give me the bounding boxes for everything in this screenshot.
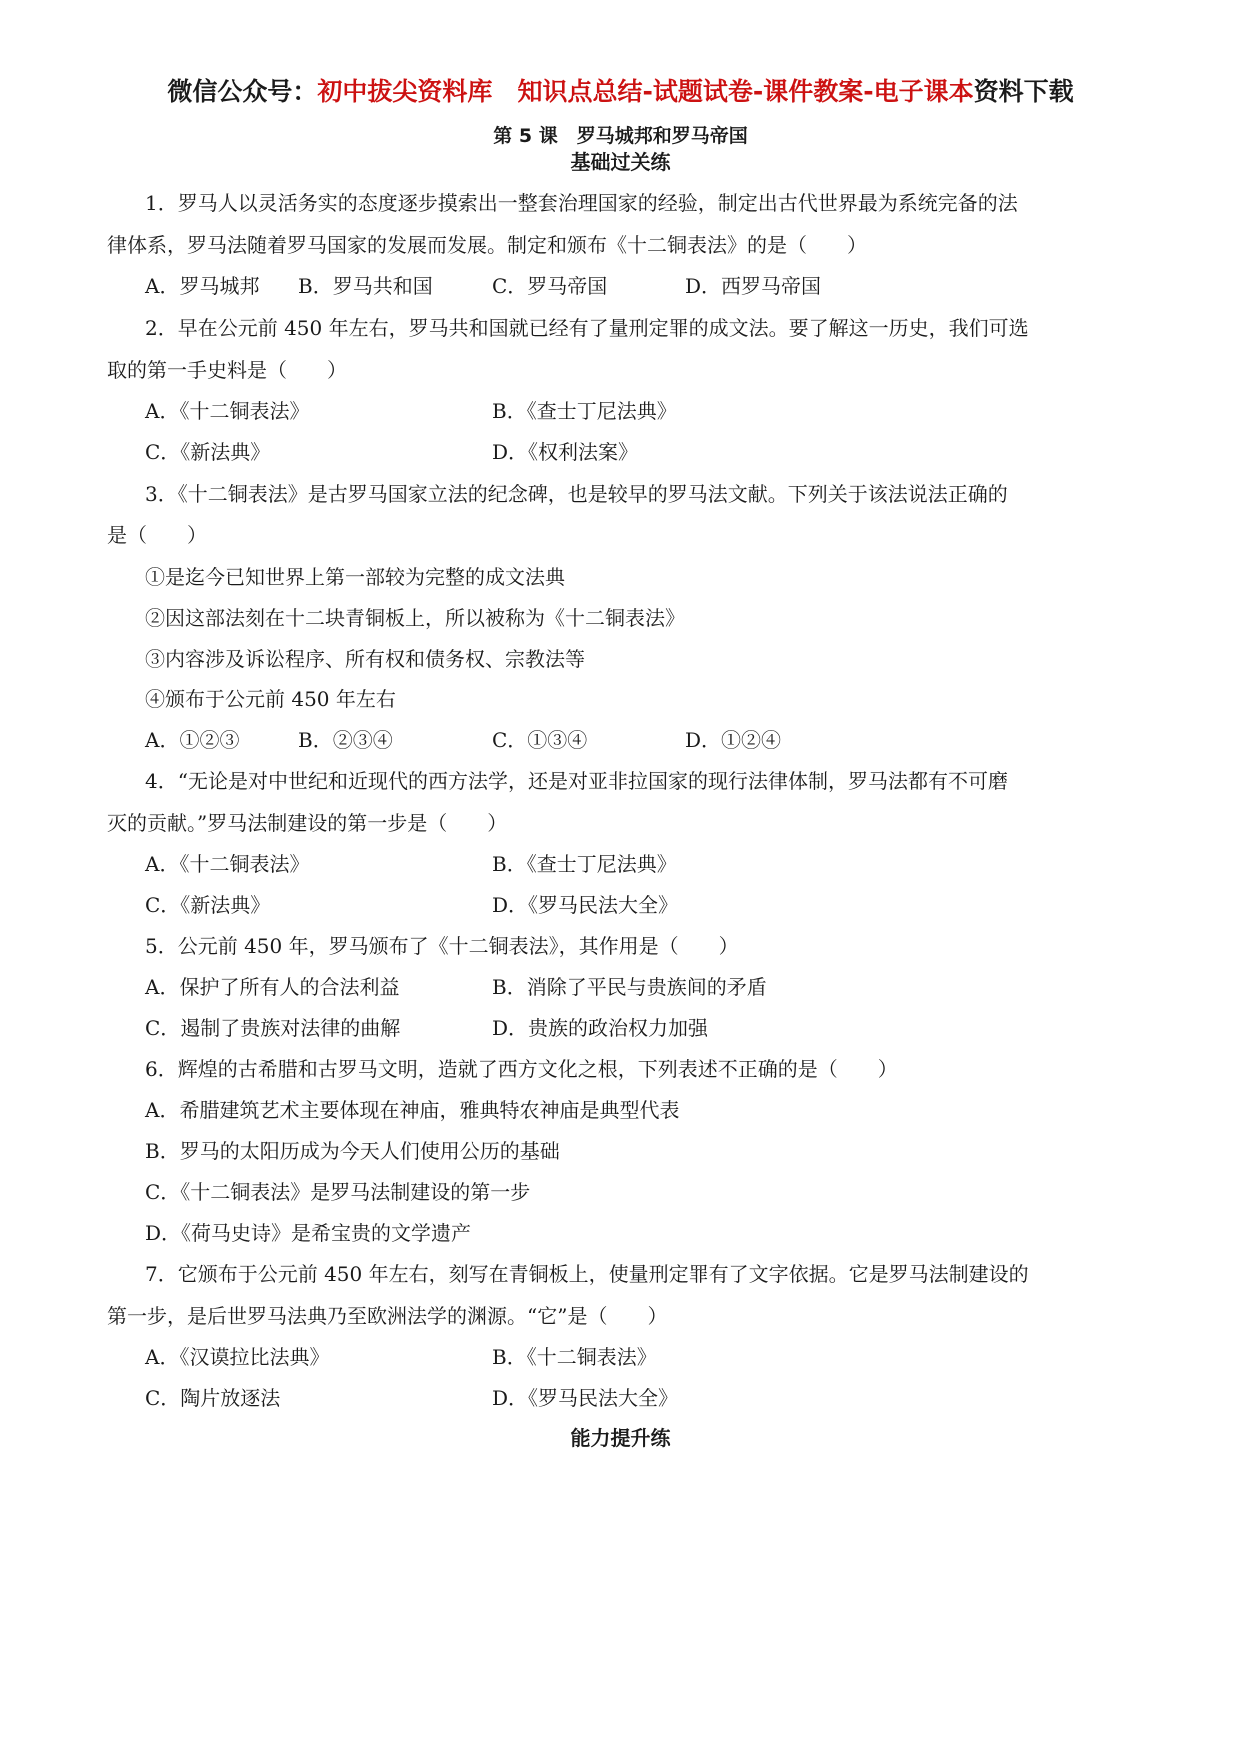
question-3-line-1: 3．《十二铜表法》是古罗马国家立法的纪念碑，也是较早的罗马法文献。下列关于该法说法正确的 <box>145 482 1008 506</box>
question-1-line-1: 1．罗马人以灵活务实的态度逐步摸索出一整套治理国家的经验，制定出古代世界最为系统完备的法 <box>145 191 1018 215</box>
question-1-option-a: A．罗马城邦 <box>145 274 260 298</box>
question-1-option-d: D．西罗马帝国 <box>685 274 822 298</box>
question-2-option-a: A．《十二铜表法》 <box>145 399 310 423</box>
question-4-option-c: C．《新法典》 <box>145 893 271 917</box>
question-4-line-2: 灭的贡献。”罗马法制建设的第一步是（ ） <box>107 811 508 835</box>
lesson-title: 第 5 课 罗马城邦和罗马帝国 <box>493 125 748 147</box>
header-gap <box>492 77 517 106</box>
question-5-option-a: A．保护了所有人的合法利益 <box>145 975 400 999</box>
question-3-item-4: ④颁布于公元前 450 年左右 <box>145 687 396 711</box>
question-3-item-2: ②因这部法刻在十二块青铜板上，所以被称为《十二铜表法》 <box>145 606 685 630</box>
question-6-option-d: D．《荷马史诗》是希宝贵的文学遗产 <box>145 1221 472 1245</box>
question-2-option-d: D．《权利法案》 <box>492 440 639 464</box>
question-3-option-c: C．①③④ <box>492 728 588 752</box>
question-3-option-b: B．②③④ <box>298 728 393 752</box>
question-1-option-b: B．罗马共和国 <box>298 274 433 298</box>
question-7-line-1: 7．它颁布于公元前 450 年左右，刻写在青铜板上，使量刑定罪有了文字依据。它是罗马法制建设的 <box>145 1262 1029 1286</box>
question-1-option-c: C．罗马帝国 <box>492 274 608 298</box>
question-5-option-c: C．遏制了贵族对法律的曲解 <box>145 1016 401 1040</box>
header-red-2: 知识点总结-试题试卷-课件教案-电子课本 <box>517 77 974 106</box>
question-1-line-2: 律体系，罗马法随着罗马国家的发展而发展。制定和颁布《十二铜表法》的是（ ） <box>107 233 867 257</box>
question-2-line-2: 取的第一手史料是（ ） <box>107 358 347 382</box>
question-4-line-1: 4．“无论是对中世纪和近现代的西方法学，还是对亚非拉国家的现行法律体制，罗马法都有不可磨 <box>145 769 1008 793</box>
question-7-option-b: B．《十二铜表法》 <box>492 1345 657 1369</box>
question-3-line-2: 是（ ） <box>107 523 207 547</box>
section-title-advanced: 能力提升练 <box>570 1426 671 1450</box>
question-5-line-1: 5．公元前 450 年，罗马颁布了《十二铜表法》，其作用是（ ） <box>145 934 739 958</box>
question-7-option-d: D．《罗马民法大全》 <box>492 1386 679 1410</box>
question-3-option-d: D．①②④ <box>685 728 782 752</box>
question-6-option-c: C．《十二铜表法》是罗马法制建设的第一步 <box>145 1180 531 1204</box>
question-3-option-a: A．①②③ <box>145 728 240 752</box>
question-5-option-d: D．贵族的政治权力加强 <box>492 1016 709 1040</box>
section-title-basic: 基础过关练 <box>570 150 671 174</box>
question-4-option-d: D．《罗马民法大全》 <box>492 893 679 917</box>
question-3-item-1: ①是迄今已知世界上第一部较为完整的成文法典 <box>145 565 565 589</box>
question-6-line-1: 6．辉煌的古希腊和古罗马文明，造就了西方文化之根，下列表述不正确的是（ ） <box>145 1057 898 1081</box>
question-2-option-b: B．《查士丁尼法典》 <box>492 399 677 423</box>
header-prefix: 微信公众号： <box>167 77 318 106</box>
header-banner <box>0 74 1241 110</box>
question-6-option-a: A．希腊建筑艺术主要体现在神庙，雅典特农神庙是典型代表 <box>145 1098 680 1122</box>
question-5-option-b: B．消除了平民与贵族间的矛盾 <box>492 975 767 999</box>
header-red-1: 初中拔尖资料库 <box>317 77 493 106</box>
question-2-option-c: C．《新法典》 <box>145 440 271 464</box>
question-7-option-a: A．《汉谟拉比法典》 <box>145 1345 330 1369</box>
question-4-option-b: B．《查士丁尼法典》 <box>492 852 677 876</box>
question-2-line-1: 2．早在公元前 450 年左右，罗马共和国就已经有了量刑定罪的成文法。要了解这一历史，我们可选 <box>145 316 1029 340</box>
question-3-item-3: ③内容涉及诉讼程序、所有权和债务权、宗教法等 <box>145 647 585 671</box>
question-7-option-c: C．陶片放逐法 <box>145 1386 281 1410</box>
question-6-option-b: B．罗马的太阳历成为今天人们使用公历的基础 <box>145 1139 560 1163</box>
header-suffix: 资料下载 <box>973 77 1074 106</box>
question-7-line-2: 第一步，是后世罗马法典乃至欧洲法学的渊源。“它”是（ ） <box>107 1304 668 1328</box>
question-4-option-a: A．《十二铜表法》 <box>145 852 310 876</box>
